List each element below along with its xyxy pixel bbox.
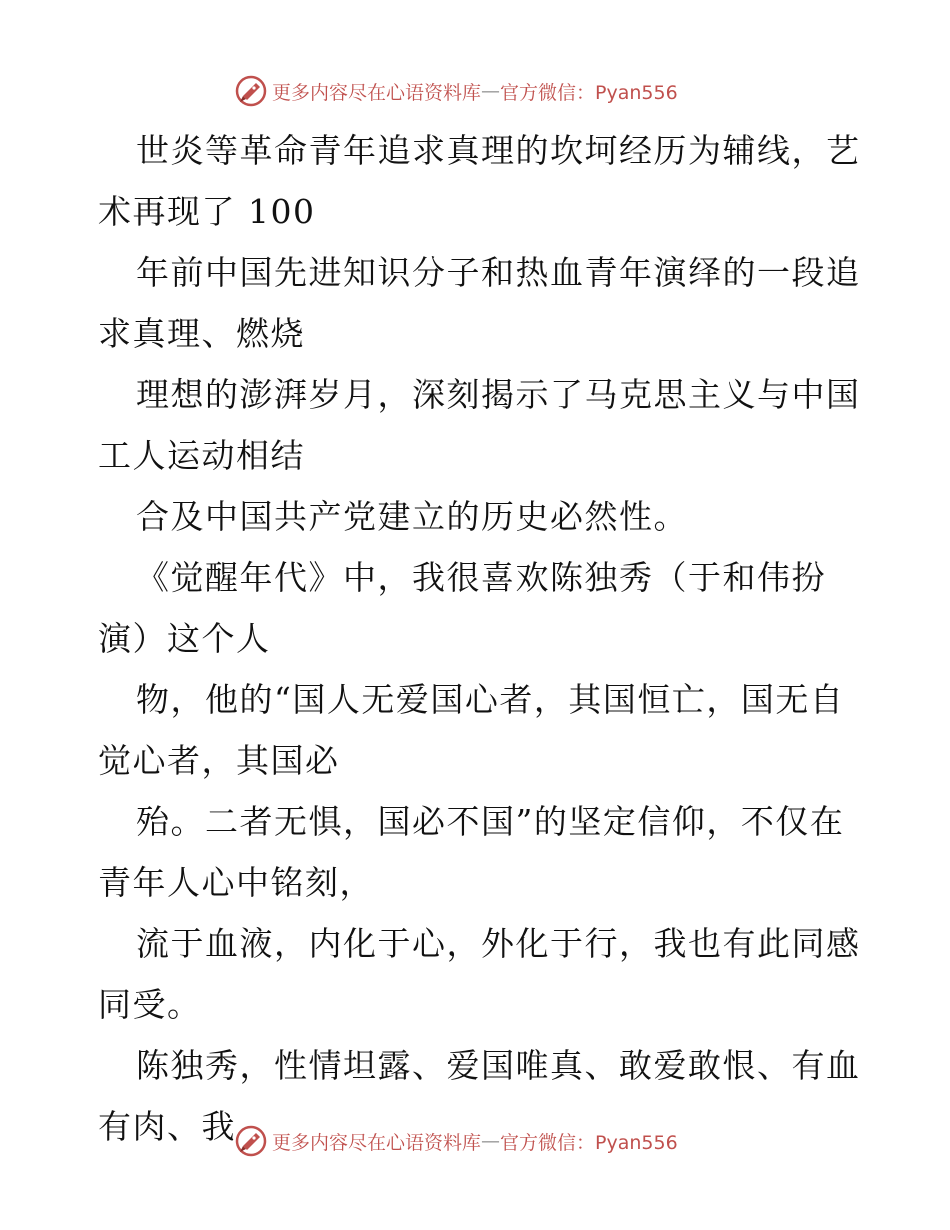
paragraph-line: 《觉醒年代》中，我很喜欢陈独秀（于和伟扮 [136,558,826,597]
paragraph [98,364,861,486]
paragraph-line: 年前中国先进知识分子和热血青年演绎的一段追 [136,253,861,292]
paragraph-line: 同受。 [98,985,202,1024]
paragraph [98,791,858,913]
pen-nib-logo-icon [234,74,268,108]
paragraph [98,547,858,669]
paragraph-line: 流于血液，内化于心，外化于行，我也有此同感 [136,924,861,963]
paragraph-line: 陈独秀，性情坦露、爱国唯真、敢爱敢恨、有血 [136,1046,861,1085]
paragraph-line: 世炎等革命青年追求真理的坎坷经历为辅线，艺 [136,131,861,170]
paragraph-line: 有肉、我 [98,1107,236,1146]
paragraph [98,913,861,1035]
paragraph-line: 理想的澎湃岁月，深刻揭示了马克思主义与中国 [136,375,861,414]
paragraph [98,120,861,242]
watermark-wechat: 官方微信：Pyan556 [500,1131,678,1154]
paragraph-line: 殆。二者无惧，国必不国”的坚定信仰，不仅在 [136,802,845,841]
paragraph-line: 术再现了 100 [98,192,316,231]
pen-nib-logo-icon [234,1124,268,1158]
paragraph [98,242,861,364]
watermark-text: 更多内容尽在心语资料库 [272,1131,482,1154]
paragraph-line: 合及中国共产党建立的历史必然性。 [136,497,688,536]
paragraph-line: 觉心者，其国必 [98,741,340,780]
paragraph-line: 演）这个人 [98,619,271,658]
watermark-separator: — [481,80,501,102]
paragraph [98,669,858,791]
paragraph-line: 工人运动相结 [98,436,305,475]
watermark-wechat: 官方微信：Pyan556 [500,81,678,104]
watermark-separator: — [481,1130,501,1152]
footer-watermark [234,1124,678,1158]
paragraph-line: 青年人心中铭刻， [98,863,374,902]
paragraph-line: 物，他的“国人无爱国心者，其国恒亡，国无自 [136,680,845,719]
paragraph [98,486,858,547]
paragraph-line: 求真理、燃烧 [98,314,305,353]
article-body [98,120,861,1157]
header-watermark [234,74,678,108]
watermark-text: 更多内容尽在心语资料库 [272,81,482,104]
